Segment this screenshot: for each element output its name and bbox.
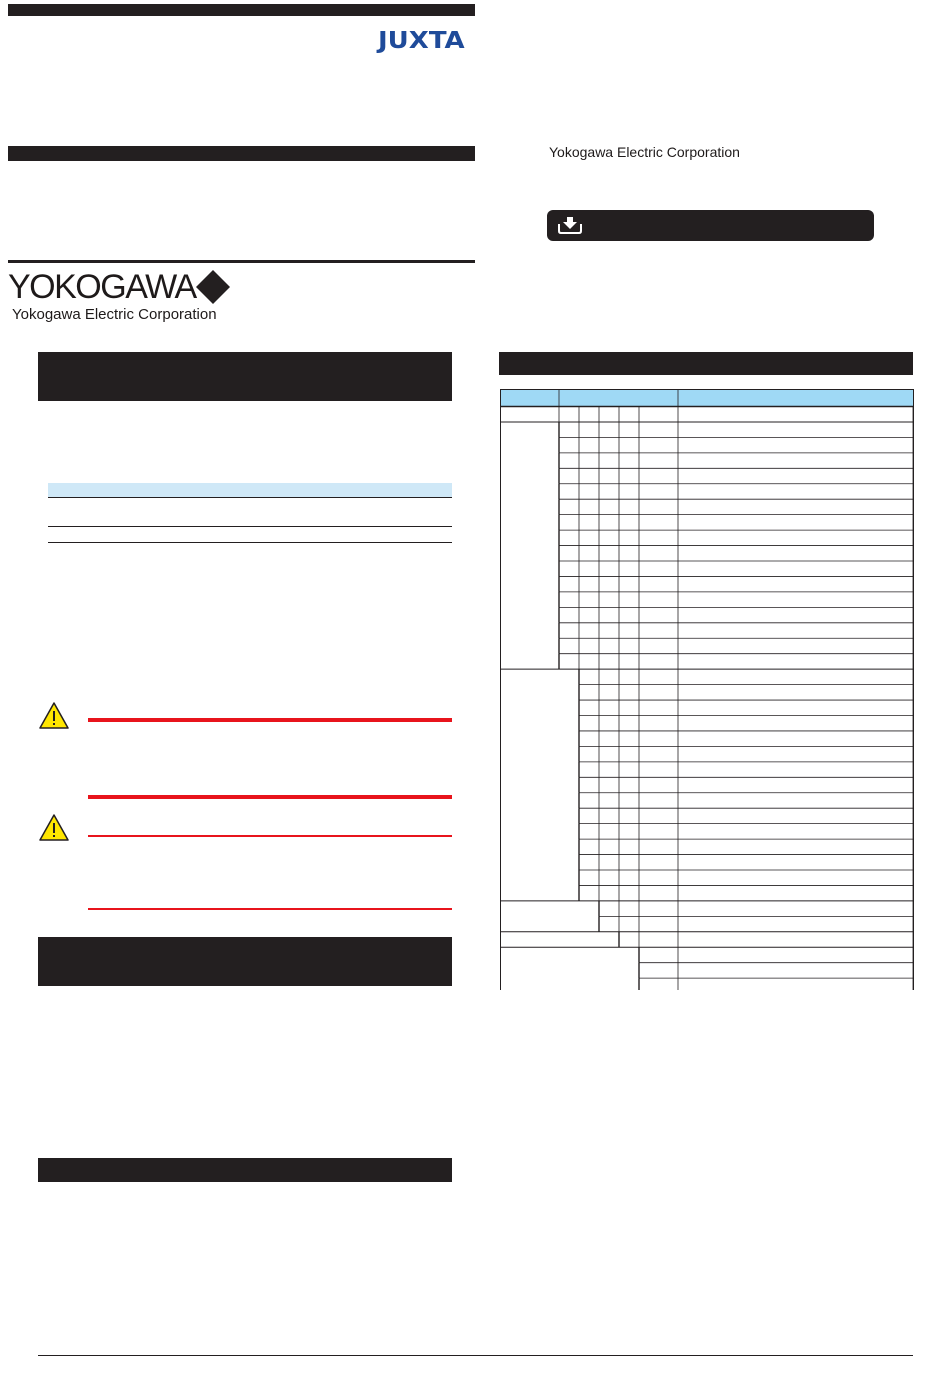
warning-rule-top (88, 718, 452, 722)
spec-table-rule-mid (48, 526, 452, 527)
juxta-logo: JUXTA (378, 27, 465, 55)
spec-table-rule-bottom (48, 542, 452, 543)
download-button[interactable] (547, 210, 874, 241)
spec-table-header (48, 483, 452, 497)
section-heading-3 (38, 1158, 452, 1182)
caution-triangle-icon (39, 814, 69, 841)
download-icon (557, 216, 583, 234)
footer-rule (38, 1355, 913, 1356)
yokogawa-logo-tagline: Yokogawa Electric Corporation (12, 306, 217, 323)
table-header-row (501, 390, 914, 407)
warning-rule-bottom (88, 795, 452, 799)
warning-triangle-icon (39, 702, 69, 729)
logo-divider (8, 260, 475, 263)
table-border (501, 390, 914, 991)
model-code-grid (500, 389, 914, 990)
yokogawa-logo-wordmark: YOKOGAWA (8, 268, 196, 306)
corporation-name: Yokogawa Electric Corporation (549, 144, 740, 160)
top-header-bar (8, 4, 475, 16)
yokogawa-diamond-icon (196, 270, 230, 304)
model-suffix-code-table (500, 389, 914, 990)
title-band (8, 146, 475, 161)
section-heading-2 (38, 937, 452, 986)
model-code-heading (499, 352, 913, 375)
caution-rule-bottom (88, 908, 452, 910)
section-heading-1 (38, 352, 452, 401)
spec-table-rule-top (48, 497, 452, 498)
caution-rule-top (88, 835, 452, 837)
